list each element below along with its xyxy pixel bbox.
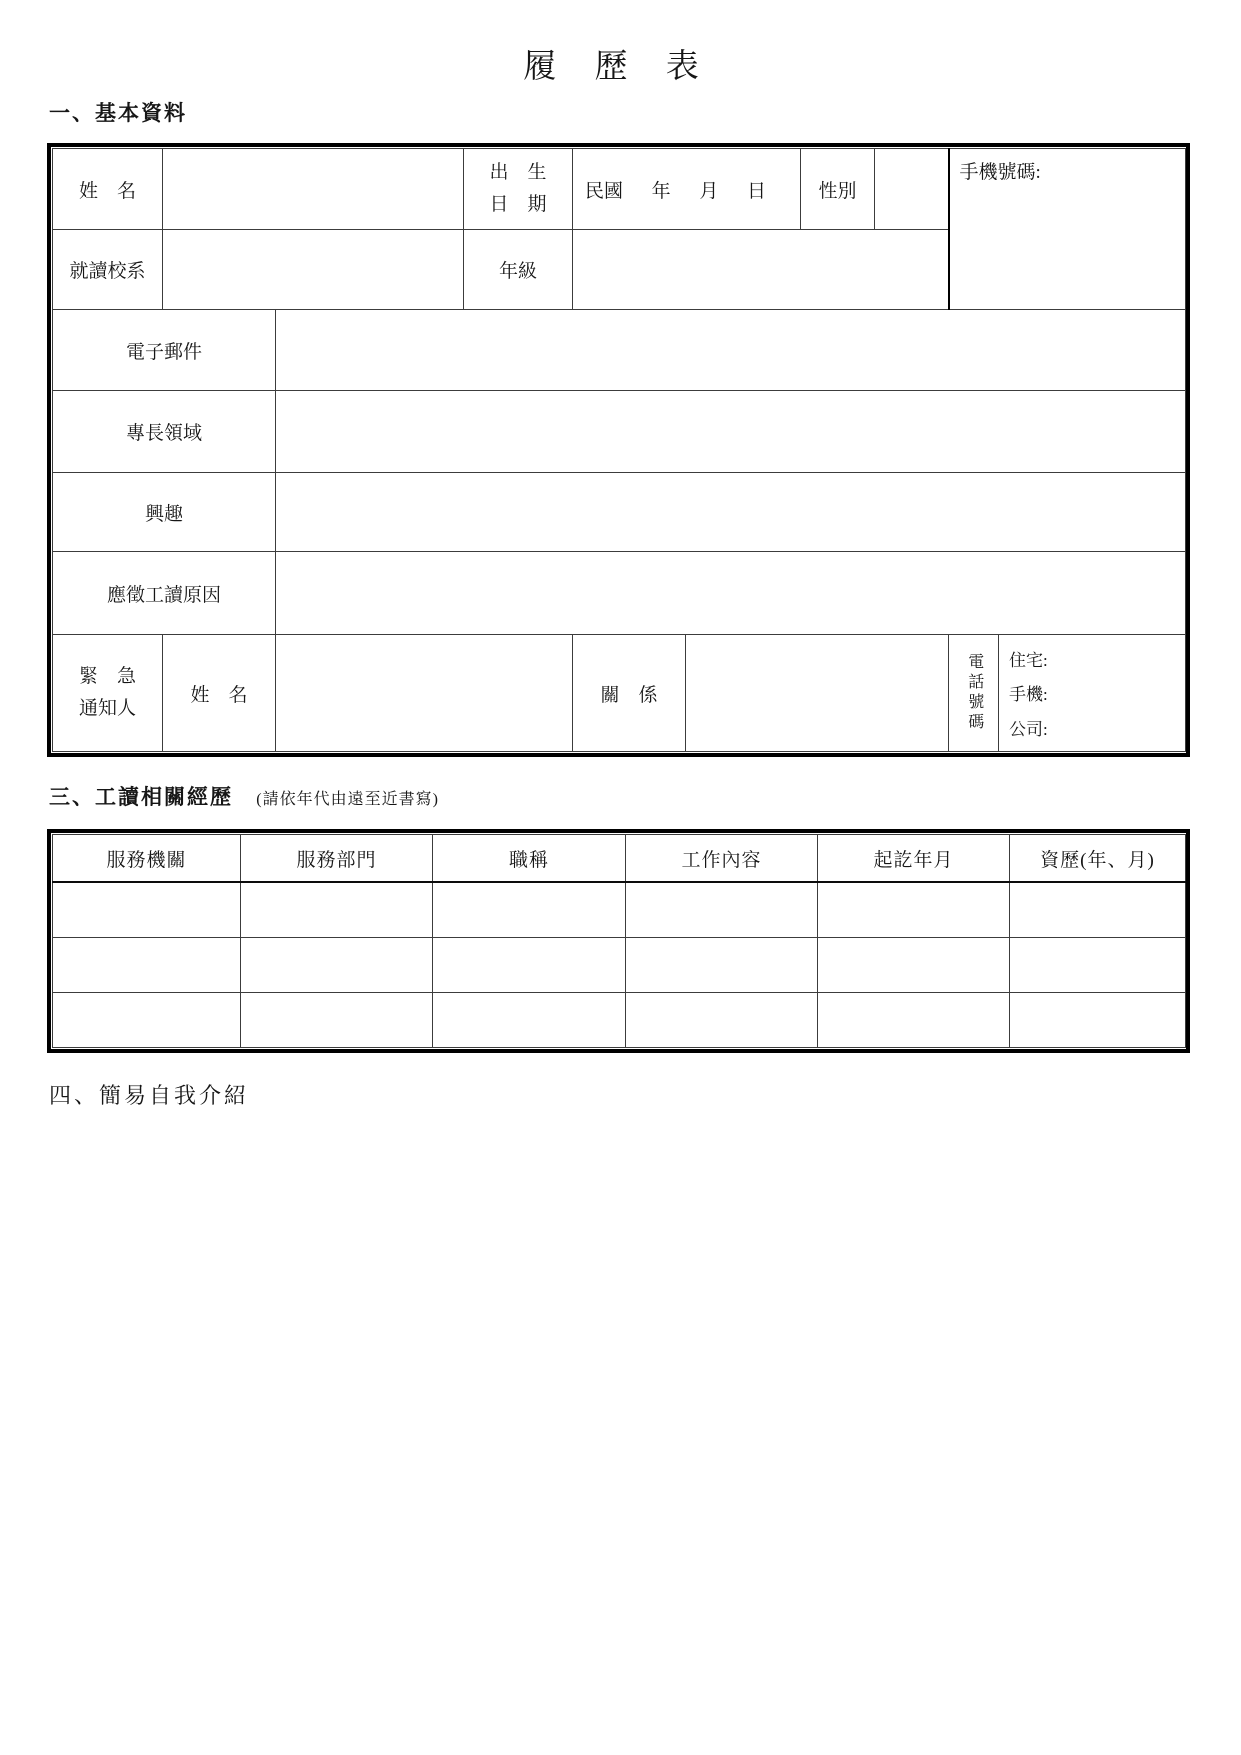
specialty-input-cell[interactable]: [276, 391, 1186, 473]
specialty-label: 專長領域: [53, 391, 276, 473]
emergency-label-line1: 緊 急: [78, 665, 136, 687]
experience-cell[interactable]: [1010, 938, 1186, 993]
experience-cell[interactable]: [626, 938, 818, 993]
experience-cell[interactable]: [818, 882, 1010, 938]
emergency-phone-numbers-cell[interactable]: [999, 635, 1186, 752]
experience-heading-note: (請依年代由遠至近書寫): [256, 791, 439, 808]
row-interest: [53, 473, 1186, 552]
experience-cell[interactable]: [53, 938, 241, 993]
experience-cell[interactable]: [626, 993, 818, 1048]
experience-row: [53, 938, 1186, 993]
school-label: 就讀校系: [53, 230, 163, 310]
emergency-relation-label: 關 係: [573, 635, 686, 752]
interest-label: 興趣: [53, 473, 276, 552]
email-label: 電子郵件: [53, 310, 276, 391]
roc-date-format: [577, 176, 796, 203]
experience-cell[interactable]: [433, 882, 626, 938]
experience-cell[interactable]: [433, 993, 626, 1048]
grade-label: 年級: [464, 230, 573, 310]
experience-cell[interactable]: [626, 882, 818, 938]
mobile-number-cell[interactable]: [949, 149, 1186, 310]
experience-row: [53, 993, 1186, 1048]
page-title: 履 歷 表: [523, 49, 714, 85]
row-name-birth: [53, 149, 1186, 230]
col-seniority: 資歷(年、月): [1010, 835, 1186, 883]
section-intro-heading: 四、簡易自我介紹: [49, 1083, 250, 1108]
birth-date-input-cell[interactable]: [573, 149, 801, 230]
name-label: 姓 名: [53, 149, 163, 230]
birth-label-line2: 日 期: [489, 194, 547, 215]
experience-table: [47, 829, 1190, 1053]
mobile-number-label: 手機號碼:: [959, 162, 1041, 183]
school-input-cell[interactable]: [163, 230, 464, 310]
roc-era-label: 民國: [585, 180, 624, 202]
experience-cell[interactable]: [241, 993, 433, 1048]
col-start-end-date: 起訖年月: [818, 835, 1010, 883]
row-apply-reason: [53, 552, 1186, 635]
col-job-content: 工作內容: [626, 835, 818, 883]
mobile-phone-label: 手機:: [1009, 685, 1048, 705]
emergency-label-line2: 通知人: [78, 698, 136, 719]
emergency-relation-input-cell[interactable]: [686, 635, 949, 752]
emergency-name-label: 姓 名: [163, 635, 276, 752]
name-input-cell[interactable]: [163, 149, 464, 230]
experience-heading-text: 三、工讀相關經歷: [49, 785, 233, 809]
col-job-title: 職稱: [433, 835, 626, 883]
experience-cell[interactable]: [818, 938, 1010, 993]
experience-header-row: [53, 835, 1186, 883]
apply-reason-label: 應徵工讀原因: [53, 552, 276, 635]
company-phone-label: 公司:: [1009, 720, 1048, 740]
emergency-contact-label: [53, 635, 163, 752]
emergency-name-input-cell[interactable]: [276, 635, 573, 752]
experience-cell[interactable]: [1010, 882, 1186, 938]
experience-cell[interactable]: [1010, 993, 1186, 1048]
gender-input-cell[interactable]: [875, 149, 949, 230]
experience-row: [53, 882, 1186, 938]
experience-cell[interactable]: [818, 993, 1010, 1048]
section-experience-heading: [49, 781, 1190, 811]
grade-input-cell[interactable]: [573, 230, 949, 310]
month-label: 月: [699, 180, 719, 202]
apply-reason-input-cell[interactable]: [276, 552, 1186, 635]
col-department: 服務部門: [241, 835, 433, 883]
day-label: 日: [746, 180, 766, 202]
gender-label: 性別: [801, 149, 875, 230]
birth-date-label: [464, 149, 573, 230]
experience-cell[interactable]: [53, 993, 241, 1048]
emergency-phone-label-cell: [949, 635, 999, 752]
row-emergency-contact: [53, 635, 1186, 752]
col-organization: 服務機關: [53, 835, 241, 883]
year-label: 年: [651, 180, 671, 202]
experience-cell[interactable]: [241, 938, 433, 993]
birth-label-line1: 出 生: [489, 161, 547, 183]
experience-cell[interactable]: [433, 938, 626, 993]
experience-cell[interactable]: [241, 882, 433, 938]
row-email: [53, 310, 1186, 391]
emergency-phone-label: 電話號碼: [965, 653, 983, 733]
section-basic-heading: 一、基本資料: [49, 101, 187, 125]
interest-input-cell[interactable]: [276, 473, 1186, 552]
email-input-cell[interactable]: [276, 310, 1186, 391]
row-specialty: [53, 391, 1186, 473]
experience-cell[interactable]: [53, 882, 241, 938]
basic-info-table: [47, 143, 1190, 757]
home-phone-label: 住宅:: [1009, 650, 1048, 670]
